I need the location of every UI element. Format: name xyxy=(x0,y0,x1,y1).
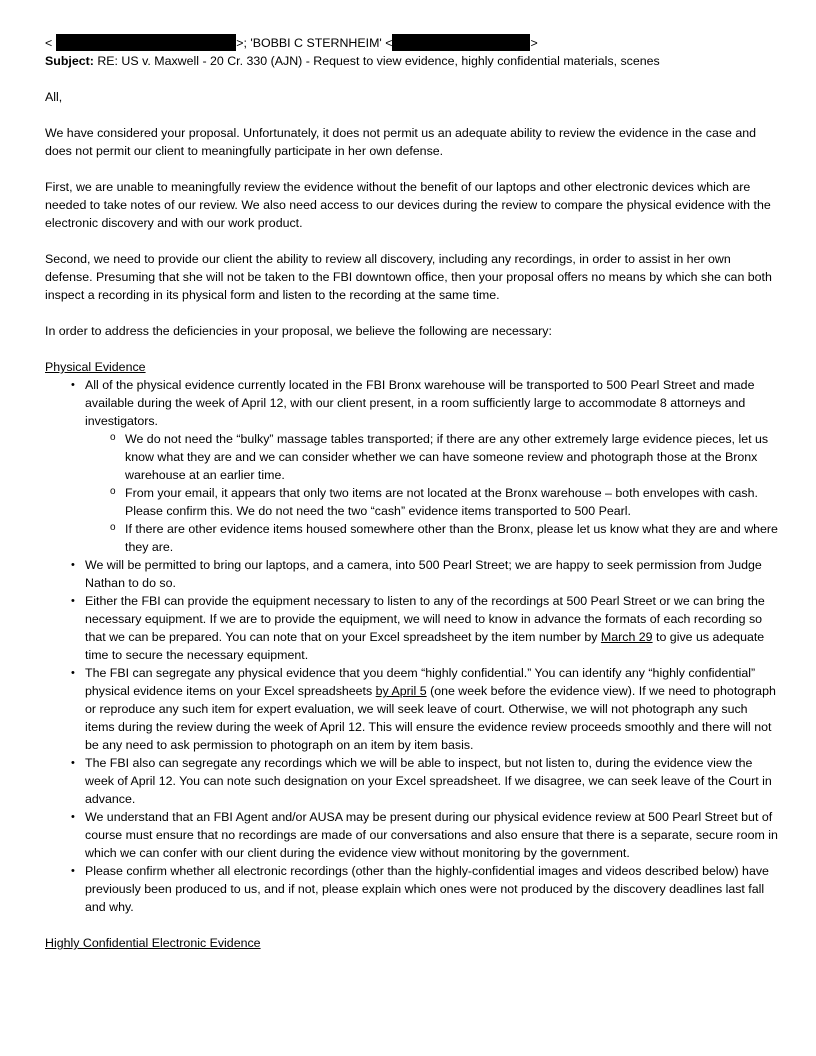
list-item-text: Either the FBI can provide the equipment necessary to listen to any of the recordings at 500 Pearl Street or we can bring the necessary equipment. If we are to provide the equipment, we will need to know in advance the formats of each recording so that we can be prepared. You can note that on your Excel spreadsheet by the item number by xyxy=(85,594,765,644)
list-item-text: to give us adequate time to secure the necessary equipment. xyxy=(85,630,765,662)
recipient-close-bracket: > xyxy=(530,36,538,50)
paragraph-2: First, we are unable to meaningfully review the evidence without the benefit of our laptops and other electronic devices which are needed to take notes of our review. We also need access to our devices during the review to compare the physical evidence with the electronic discovery and with our work product. xyxy=(45,180,771,230)
email-document xyxy=(45,34,780,952)
sub-list-item: o We do not need the “bulky” massage tables transported; if there are any other extremely large evidence pieces, let us know what they are and we can consider whether we can have someone review and photograph those at the Bronx warehouse at an earlier time. xyxy=(85,430,780,484)
subject-text: RE: US v. Maxwell - 20 Cr. 330 (AJN) - Request to view evidence, highly confidential materials, scenes xyxy=(93,54,660,68)
redaction-block xyxy=(392,34,530,51)
sub-list-item: o If there are other evidence items housed somewhere other than the Bronx, please let us know what they are and where they are. xyxy=(85,520,780,556)
sub-list xyxy=(85,430,780,556)
deadline-date: by April 5 xyxy=(375,684,427,698)
paragraph-3: Second, we need to provide our client the ability to review all discovery, including any recordings, in order to assist in her own defense. Presuming that she will not be taken to the FBI downtown office, then your proposal offers no means by which she can both inspect a recording in its physical form and listen to the recording at the same time. xyxy=(45,252,772,302)
sub-list-item: o From your email, it appears that only two items are not located at the Bronx warehouse – both envelopes with cash. Please confirm this. We do not need the two “cash” evidence items transported to 500 Pearl. xyxy=(85,484,780,520)
paragraph-1: We have considered your proposal. Unfortunately, it does not permit us an adequate ability to review the evidence in the case and does not permit our client to meaningfully participate in her own defense. xyxy=(45,126,757,158)
subject-line xyxy=(45,52,780,70)
section-heading-highly-confidential: Highly Confidential Electronic Evidence xyxy=(45,936,261,950)
list-item: • We understand that an FBI Agent and/or AUSA may be present during our physical evidence review at 500 Pearl Street but of course must ensure that no recordings are made of our conversations and also ensure that there is a separate, secure room in which we can confer with our client during the evidence view without monitoring by the government. xyxy=(45,808,780,862)
subject-label: Subject: xyxy=(45,54,94,68)
list-item-text: The FBI can segregate any physical evidence that you deem “highly confidential.” You can identify any “highly confidential” physical evidence items on your Excel spreadsheets xyxy=(85,666,756,698)
recipients-line xyxy=(45,34,780,52)
paragraph-4: In order to address the deficiencies in your proposal, we believe the following are necessary: xyxy=(45,324,552,338)
list-item xyxy=(45,664,780,754)
redaction-block xyxy=(56,34,236,51)
list-item: • Please confirm whether all electronic recordings (other than the highly-confidential images and videos described below) have previously been produced to us, and if not, please explain which ones were not produced by the discovery deadlines last fall and why. xyxy=(45,862,780,916)
list-item xyxy=(45,376,780,556)
list-item-text: All of the physical evidence currently located in the FBI Bronx warehouse will be transported to 500 Pearl Street and made available during the week of April 12, with our client present, in a room sufficiently large to accommodate 8 attorneys and investigators. xyxy=(85,378,755,428)
list-item: • We will be permitted to bring our laptops, and a camera, into 500 Pearl Street; we are happy to seek permission from Judge Nathan to do so. xyxy=(45,556,780,592)
list-item-text: (one week before the evidence view). If we need to photograph or reproduce any such item for expert evaluation, we will seek leave of court. Otherwise, we will not photograph any such items during the review during the week of April 12. This will ensure the evidence review proceeds smoothly and there will not be any need to ask permission to photograph on an item by item basis. xyxy=(85,684,776,752)
list-item xyxy=(45,592,780,664)
greeting: All, xyxy=(45,90,63,104)
list-item: • The FBI also can segregate any recordings which we will be able to inspect, but not listen to, during the evidence view the week of April 12. You can note such designation on your Excel spreadsheet. If we disagree, we can seek leave of the Court in advance. xyxy=(45,754,780,808)
recipient-open-bracket: < xyxy=(45,36,53,50)
physical-evidence-list xyxy=(45,376,780,916)
recipient-name: >; 'BOBBI C STERNHEIM' < xyxy=(236,36,393,50)
section-heading-physical-evidence: Physical Evidence xyxy=(45,360,146,374)
deadline-date: March 29 xyxy=(600,630,653,644)
